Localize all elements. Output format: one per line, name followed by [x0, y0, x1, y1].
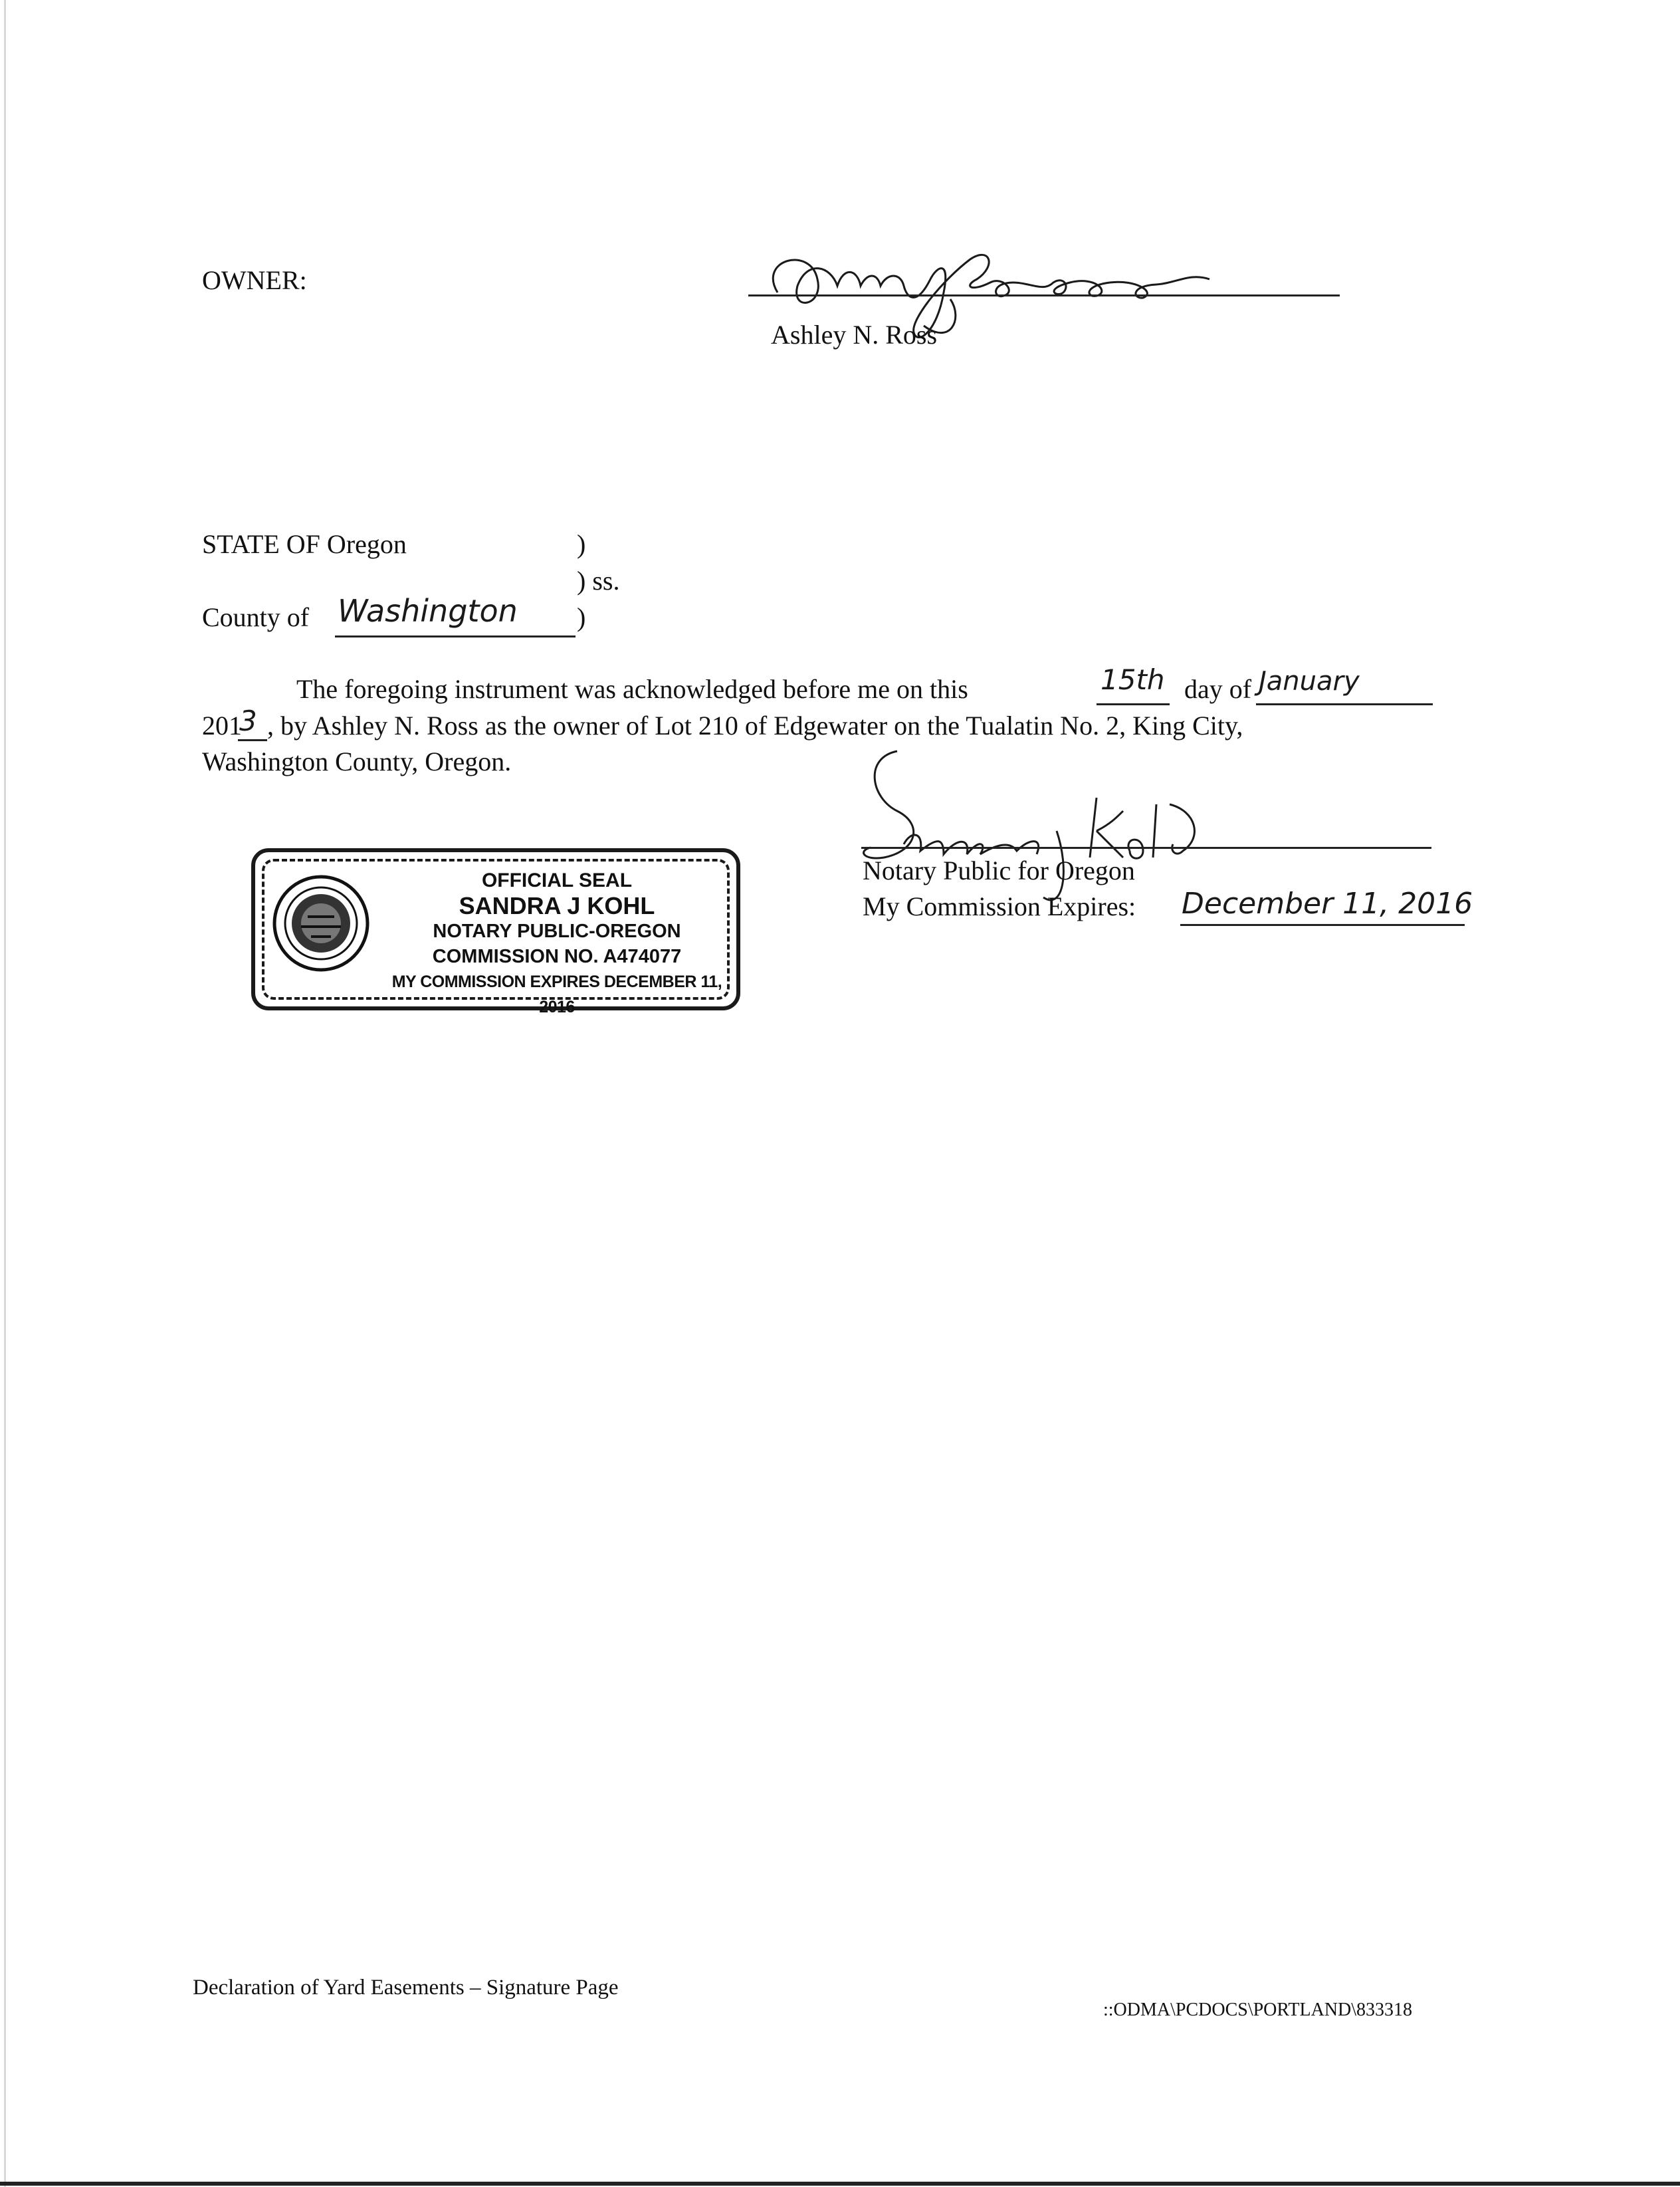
- footer-doc-id: ::ODMA\PCDOCS\PORTLAND\833318: [1103, 2000, 1413, 2020]
- seal-line-notary: NOTARY PUBLIC-OREGON: [433, 921, 681, 942]
- ack-year-handwritten: 3: [239, 705, 257, 737]
- ack-line2: , by Ashley N. Ross as the owner of Lot 210 of Edgewater on the Tualatin No. 2, King City,: [267, 711, 1243, 741]
- notary-signature-line: [861, 847, 1431, 849]
- ack-line3: Washington County, Oregon.: [202, 747, 512, 776]
- ack-day-handwritten: 15th: [1101, 663, 1165, 696]
- county-prefix: County of: [202, 602, 310, 632]
- county-line: [335, 635, 576, 637]
- official-seal-stamp: [251, 848, 740, 1016]
- paren-1: ): [577, 529, 586, 559]
- seal-line-expires: MY COMMISSION EXPIRES DECEMBER 11, 2016: [391, 973, 722, 1016]
- paren-ss: ) ss.: [577, 566, 620, 596]
- owner-signer-name: Ashley N. Ross: [771, 320, 938, 350]
- seal-text-block: [391, 868, 723, 1020]
- owner-label: OWNER:: [202, 265, 307, 295]
- ack-day-of: day of: [1184, 674, 1252, 704]
- notary-title: Notary Public for Oregon: [863, 856, 1135, 885]
- ack-day-line: [1097, 703, 1170, 705]
- ack-line1: The foregoing instrument was acknowledged before me on this: [296, 674, 968, 704]
- ack-year-line: [238, 739, 267, 741]
- ack-month-handwritten: January: [1259, 666, 1360, 697]
- ack-month-line: [1256, 703, 1433, 705]
- commission-date-line: [1180, 924, 1465, 926]
- state-seal-emblem-icon: [271, 873, 371, 973]
- paren-3: ): [577, 602, 586, 632]
- footer-left: Declaration of Yard Easements – Signature Page: [193, 1976, 619, 2000]
- owner-signature-line: [748, 294, 1340, 296]
- county-handwritten: Washington: [338, 593, 518, 629]
- seal-line-name: SANDRA J KOHL: [459, 892, 655, 919]
- state-line: STATE OF Oregon: [202, 529, 407, 559]
- scan-edge-bottom: [0, 2182, 1680, 2186]
- commission-label: My Commission Expires:: [863, 891, 1136, 921]
- seal-line-official: OFFICIAL SEAL: [481, 869, 633, 891]
- commission-date-handwritten: December 11, 2016: [1182, 887, 1473, 921]
- seal-line-commission-no: COMMISSION NO. A474077: [432, 946, 682, 967]
- ack-year-prefix: 201: [202, 711, 242, 741]
- scan-edge-left: [4, 0, 6, 2187]
